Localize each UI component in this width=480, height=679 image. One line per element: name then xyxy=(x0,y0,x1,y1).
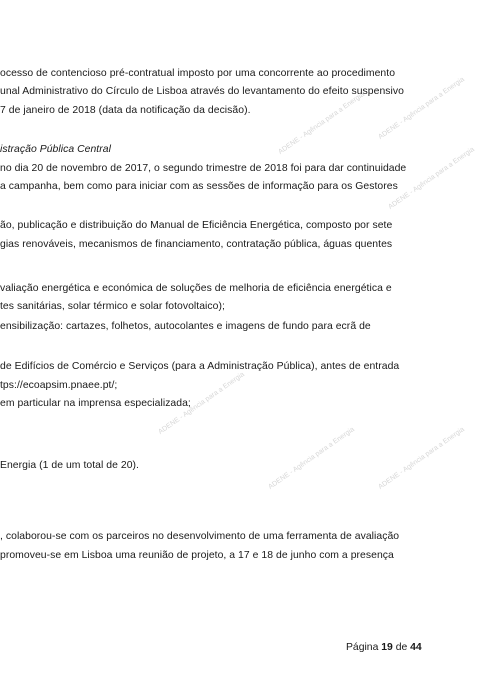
body-text-line: em particular na imprensa especializada; xyxy=(0,398,191,409)
body-text-line: a campanha, bem como para iniciar com as sessões de informação para os Gestores xyxy=(0,181,398,192)
body-text-line: gias renováveis, mecanismos de financiamento, contratação pública, águas quentes xyxy=(0,239,393,250)
body-text-line: ensibilização: cartazes, folhetos, autocolantes e imagens de fundo para ecrã de xyxy=(0,321,371,332)
body-text-line: de Edifícios de Comércio e Serviços (para a Administração Pública), antes de entrada xyxy=(0,361,400,372)
page-number-footer xyxy=(346,642,422,653)
watermark: ADENE - Agência para a Energia xyxy=(377,76,466,141)
watermark: ADENE - Agência para a Energia xyxy=(377,426,466,491)
body-text-line: , colaborou-se com os parceiros no desenvolvimento de uma ferramenta de avaliação xyxy=(0,531,400,542)
watermark: ADENE - Agência para a Energia xyxy=(387,146,476,211)
body-text-line: valiação energética e económica de soluções de melhoria de eficiência energética e xyxy=(0,283,392,294)
watermark: ADENE - Agência para a Energia xyxy=(267,426,356,491)
body-text-line: ocesso de contencioso pré-contratual imposto por uma concorrente ao procedimento xyxy=(0,68,396,79)
total-pages-number: 44 xyxy=(410,642,422,653)
body-text-line: 7 de janeiro de 2018 (data da notificação da decisão). xyxy=(0,105,251,116)
body-text-line: tps://ecoapsim.pnaee.pt/; xyxy=(0,380,118,391)
body-text-line: unal Administrativo do Círculo de Lisboa através do levantamento do efeito suspensivo xyxy=(0,86,404,97)
body-text-line: promoveu-se em Lisboa uma reunião de projeto, a 17 e 18 de junho com a presença xyxy=(0,550,394,561)
page-label-prefix: Página xyxy=(346,642,382,653)
body-text-line: Energia (1 de um total de 20). xyxy=(0,460,139,471)
watermark: ADENE - Agência para a Energia xyxy=(277,91,366,156)
body-text-line: ão, publicação e distribuição do Manual de Eficiência Energética, composto por sete xyxy=(0,220,393,231)
body-text-line: tes sanitárias, solar térmico e solar fotovoltaico); xyxy=(0,301,225,312)
body-text-line: no dia 20 de novembro de 2017, o segundo trimestre de 2018 foi para dar continuidade xyxy=(0,163,407,174)
current-page-number: 19 xyxy=(381,642,393,653)
page-label-middle: de xyxy=(392,642,411,653)
watermark: ADENE - Agência para a Energia xyxy=(157,371,246,436)
section-heading: istração Pública Central xyxy=(0,144,111,155)
